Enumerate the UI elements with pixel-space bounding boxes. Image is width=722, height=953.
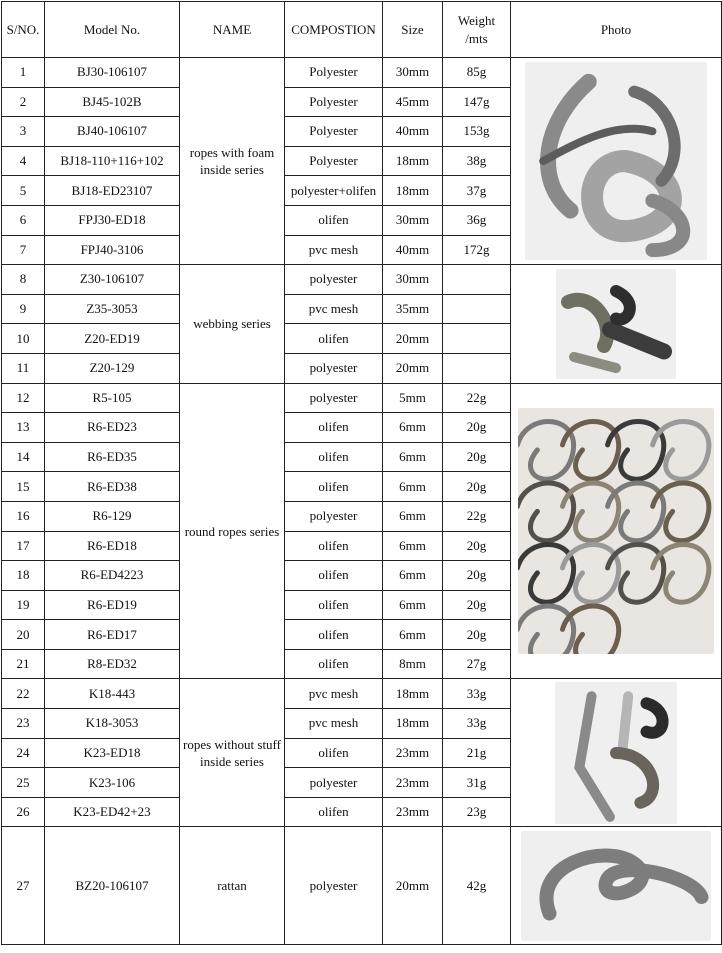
cell-model: BJ30-106107: [45, 58, 180, 88]
cell-composition: olifen: [285, 797, 383, 827]
cell-composition: polyester: [285, 827, 383, 945]
cell-size: 45mm: [383, 87, 443, 117]
cell-model: R6-ED4223: [45, 561, 180, 591]
cell-composition: pvc mesh: [285, 235, 383, 265]
cell-size: 6mm: [383, 442, 443, 472]
table-row: [2, 383, 722, 413]
cell-weight: 23g: [443, 797, 511, 827]
cell-size: 40mm: [383, 117, 443, 147]
cell-weight: 22g: [443, 501, 511, 531]
cell-weight: 38g: [443, 146, 511, 176]
cell-photo: [511, 58, 722, 265]
cell-weight: 20g: [443, 442, 511, 472]
cell-size: 30mm: [383, 58, 443, 88]
cell-model: FPJ40-3106: [45, 235, 180, 265]
cell-weight: [443, 265, 511, 295]
cell-model: BJ18-110+116+102: [45, 146, 180, 176]
header-sno: S/NO.: [2, 2, 45, 58]
cell-model: R6-ED17: [45, 620, 180, 650]
cell-model: Z20-ED19: [45, 324, 180, 354]
cell-size: 35mm: [383, 294, 443, 324]
cell-model: R5-105: [45, 383, 180, 413]
cell-sno: 21: [2, 649, 45, 679]
cell-model: R6-ED23: [45, 413, 180, 443]
cell-weight: 36g: [443, 205, 511, 235]
cell-composition: olifen: [285, 324, 383, 354]
cell-size: 18mm: [383, 146, 443, 176]
cell-weight: [443, 324, 511, 354]
cell-size: 6mm: [383, 620, 443, 650]
cell-model: BJ18-ED23107: [45, 176, 180, 206]
cell-weight: 21g: [443, 738, 511, 768]
cell-sno: 24: [2, 738, 45, 768]
cell-composition: olifen: [285, 590, 383, 620]
cell-sno: 23: [2, 709, 45, 739]
cell-size: 6mm: [383, 413, 443, 443]
cell-size: 20mm: [383, 353, 443, 383]
cell-composition: Polyester: [285, 87, 383, 117]
header-row: [2, 2, 722, 58]
cell-size: 6mm: [383, 590, 443, 620]
cell-series-name: rattan: [180, 827, 285, 945]
cell-sno: 4: [2, 146, 45, 176]
cell-size: 18mm: [383, 709, 443, 739]
cell-model: K18-3053: [45, 709, 180, 739]
cell-composition: polyester: [285, 353, 383, 383]
cell-photo: [511, 679, 722, 827]
cell-size: 6mm: [383, 561, 443, 591]
cell-size: 40mm: [383, 235, 443, 265]
cell-size: 20mm: [383, 324, 443, 354]
cell-photo: [511, 265, 722, 383]
cell-photo: [511, 827, 722, 945]
cell-model: K23-ED42+23: [45, 797, 180, 827]
cell-size: 23mm: [383, 797, 443, 827]
cell-series-name: ropes without stuff inside series: [180, 679, 285, 827]
cell-composition: olifen: [285, 413, 383, 443]
header-name: NAME: [180, 2, 285, 58]
cell-weight: 20g: [443, 531, 511, 561]
cell-composition: polyester: [285, 383, 383, 413]
cell-size: 18mm: [383, 679, 443, 709]
header-composition: COMPOSTION: [285, 2, 383, 58]
cell-weight: 172g: [443, 235, 511, 265]
header-weight-line1: Weight: [457, 12, 496, 28]
cell-weight: 37g: [443, 176, 511, 206]
cell-model: FPJ30-ED18: [45, 205, 180, 235]
cell-weight: 20g: [443, 472, 511, 502]
knotted-foam-ropes-photo: [525, 62, 707, 260]
cell-sno: 19: [2, 590, 45, 620]
cell-weight: 22g: [443, 383, 511, 413]
table-row: [2, 58, 722, 88]
cell-model: R6-ED19: [45, 590, 180, 620]
cell-composition: olifen: [285, 561, 383, 591]
header-model: Model No.: [45, 2, 180, 58]
cell-model: K23-106: [45, 768, 180, 798]
cell-model: Z35-3053: [45, 294, 180, 324]
cell-weight: 20g: [443, 561, 511, 591]
header-size: Size: [383, 2, 443, 58]
table-row: [2, 679, 722, 709]
cell-series-name: round ropes series: [180, 383, 285, 679]
cell-composition: olifen: [285, 205, 383, 235]
cell-model: R6-129: [45, 501, 180, 531]
cell-model: K18-443: [45, 679, 180, 709]
cell-composition: olifen: [285, 442, 383, 472]
cell-weight: 20g: [443, 413, 511, 443]
cell-sno: 13: [2, 413, 45, 443]
header-photo: Photo: [511, 2, 722, 58]
cell-sno: 22: [2, 679, 45, 709]
webbing-straps-photo: [556, 269, 676, 379]
cell-model: R6-ED38: [45, 472, 180, 502]
cell-sno: 26: [2, 797, 45, 827]
cell-weight: 33g: [443, 709, 511, 739]
cell-weight: [443, 294, 511, 324]
cell-sno: 16: [2, 501, 45, 531]
cell-series-name: webbing series: [180, 265, 285, 383]
cell-composition: Polyester: [285, 146, 383, 176]
cell-size: 6mm: [383, 501, 443, 531]
cell-weight: 31g: [443, 768, 511, 798]
cell-sno: 7: [2, 235, 45, 265]
cell-weight: 153g: [443, 117, 511, 147]
cell-series-name: ropes with foam inside series: [180, 58, 285, 265]
cell-composition: pvc mesh: [285, 679, 383, 709]
cell-size: 23mm: [383, 738, 443, 768]
cell-composition: polyester+olifen: [285, 176, 383, 206]
cell-weight: 20g: [443, 590, 511, 620]
cell-sno: 10: [2, 324, 45, 354]
cell-sno: 27: [2, 827, 45, 945]
cell-sno: 9: [2, 294, 45, 324]
cell-size: 30mm: [383, 265, 443, 295]
cell-size: 8mm: [383, 649, 443, 679]
cell-size: 5mm: [383, 383, 443, 413]
cell-weight: 147g: [443, 87, 511, 117]
cell-weight: 27g: [443, 649, 511, 679]
cell-size: 23mm: [383, 768, 443, 798]
cell-composition: Polyester: [285, 58, 383, 88]
cell-model: BJ45-102B: [45, 87, 180, 117]
table-row: [2, 827, 722, 945]
cell-composition: Polyester: [285, 117, 383, 147]
flat-ropes-photo: [555, 682, 677, 824]
cell-sno: 12: [2, 383, 45, 413]
cell-sno: 25: [2, 768, 45, 798]
cell-weight: 42g: [443, 827, 511, 945]
cell-weight: 85g: [443, 58, 511, 88]
table-row: [2, 265, 722, 295]
header-weight-line2: /mts: [465, 30, 488, 46]
cell-model: R6-ED35: [45, 442, 180, 472]
cell-sno: 14: [2, 442, 45, 472]
cell-composition: pvc mesh: [285, 709, 383, 739]
cell-sno: 6: [2, 205, 45, 235]
product-spec-table: [1, 1, 722, 945]
cell-composition: olifen: [285, 649, 383, 679]
cell-composition: polyester: [285, 501, 383, 531]
cell-size: 6mm: [383, 531, 443, 561]
cell-composition: pvc mesh: [285, 294, 383, 324]
cell-model: Z30-106107: [45, 265, 180, 295]
cell-sno: 18: [2, 561, 45, 591]
cell-photo: [511, 383, 722, 679]
cell-sno: 5: [2, 176, 45, 206]
cell-model: Z20-129: [45, 353, 180, 383]
cell-sno: 20: [2, 620, 45, 650]
cell-weight: 20g: [443, 620, 511, 650]
cell-model: BZ20-106107: [45, 827, 180, 945]
cell-composition: polyester: [285, 768, 383, 798]
cell-sno: 15: [2, 472, 45, 502]
cell-model: R8-ED32: [45, 649, 180, 679]
cell-composition: olifen: [285, 620, 383, 650]
cell-size: 6mm: [383, 472, 443, 502]
cell-model: BJ40-106107: [45, 117, 180, 147]
cell-sno: 8: [2, 265, 45, 295]
cell-size: 20mm: [383, 827, 443, 945]
cell-size: 18mm: [383, 176, 443, 206]
rattan-rope-photo: [521, 831, 711, 941]
cell-composition: polyester: [285, 265, 383, 295]
cell-sno: 17: [2, 531, 45, 561]
cell-model: K23-ED18: [45, 738, 180, 768]
cell-sno: 2: [2, 87, 45, 117]
cell-sno: 11: [2, 353, 45, 383]
cell-size: 30mm: [383, 205, 443, 235]
cell-composition: olifen: [285, 738, 383, 768]
coiled-round-ropes-photo: [518, 408, 714, 654]
cell-sno: 3: [2, 117, 45, 147]
header-weight: [443, 2, 511, 58]
cell-composition: olifen: [285, 531, 383, 561]
cell-weight: 33g: [443, 679, 511, 709]
cell-weight: [443, 353, 511, 383]
cell-model: R6-ED18: [45, 531, 180, 561]
cell-composition: olifen: [285, 472, 383, 502]
cell-sno: 1: [2, 58, 45, 88]
